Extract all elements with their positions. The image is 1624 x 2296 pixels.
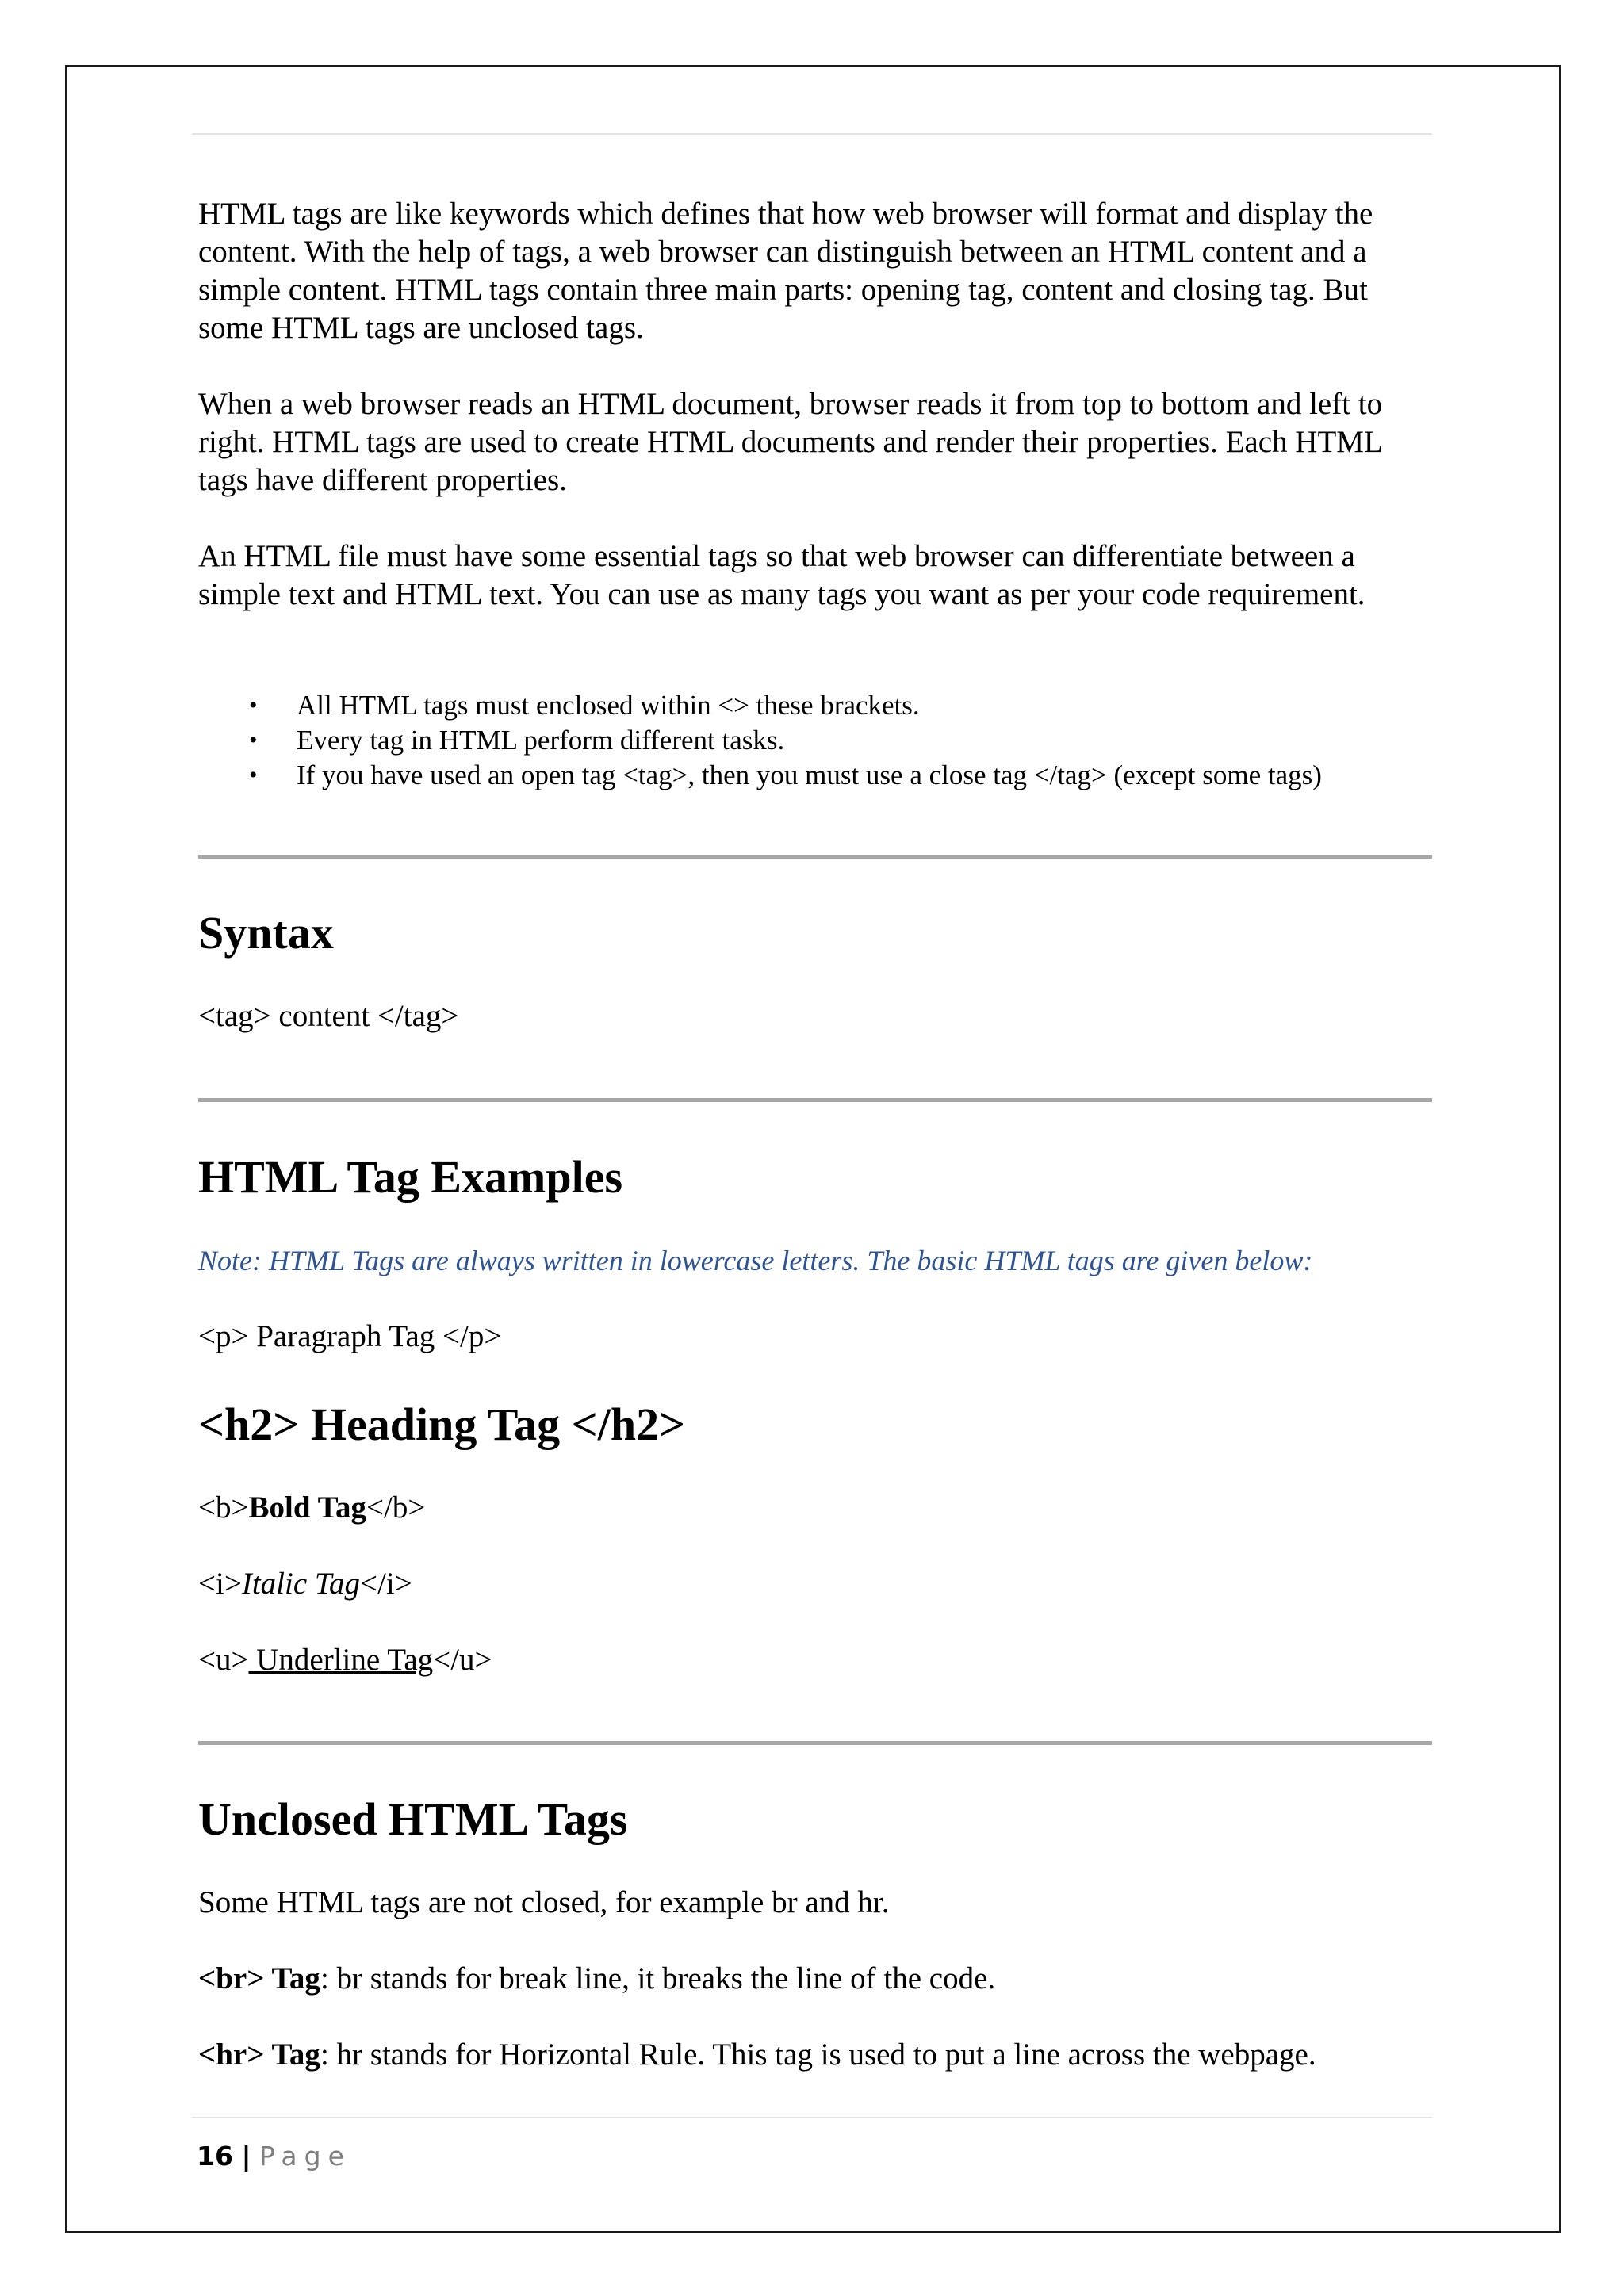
list-item-text: If you have used an open tag <tag>, then you must use a close tag </tag> (except some tags)	[297, 760, 1322, 790]
underline-open-tag: <u>	[198, 1643, 249, 1677]
section-divider	[198, 1741, 1432, 1745]
intro-paragraph-3: An HTML file must have some essential tags so that web browser can differentiate between a simple text and HTML text. You can use as many tags you want as per your code requirement.	[198, 539, 1365, 611]
paragraph-tag-example: <p> Paragraph Tag </p>	[198, 1319, 502, 1353]
list-item	[198, 723, 1435, 758]
bullet-icon: •	[249, 762, 258, 788]
italic-close-tag: </i>	[360, 1567, 412, 1601]
list-item-text: Every tag in HTML perform different tasks.	[297, 725, 785, 756]
underline-tag-example	[198, 1641, 492, 1679]
page-number: 16	[197, 2141, 233, 2172]
list-item-text: All HTML tags must enclosed within <> these brackets.	[297, 690, 920, 721]
br-text: : br stands for break line, it breaks the line of the code.	[320, 1961, 996, 1996]
header-rule	[192, 133, 1432, 135]
syntax-heading: Syntax	[198, 907, 334, 959]
hr-label: <hr> Tag	[198, 2038, 320, 2072]
italic-open-tag: <i>	[198, 1567, 242, 1601]
examples-heading: HTML Tag Examples	[198, 1151, 623, 1203]
section-divider	[198, 1098, 1432, 1102]
bold-text: Bold Tag	[248, 1490, 367, 1525]
heading-tag-example: <h2> Heading Tag </h2>	[198, 1399, 686, 1450]
examples-note: Note: HTML Tags are always written in lowercase letters. The basic HTML tags are given below:	[198, 1245, 1313, 1276]
hr-text: : hr stands for Horizontal Rule. This tag is used to put a line across the webpage.	[320, 2038, 1316, 2072]
underline-text: Underline Tag	[248, 1643, 434, 1677]
unclosed-intro: Some HTML tags are not closed, for example br and hr.	[198, 1885, 890, 1919]
intro-paragraph-2: When a web browser reads an HTML document, browser reads it from top to bottom and left to right. HTML tags are used to create HTML documents and render their properties. Each HTML tags have different properties.	[198, 387, 1383, 497]
intro-paragraph-1: HTML tags are like keywords which defines that how web browser will format and display the content. With the help of tags, a web browser can distinguish between an HTML content and a simple content. HTML tags contain three main parts: opening tag, content and closing tag. But some HTML tags are unclosed tags.	[198, 197, 1373, 345]
bullet-icon: •	[249, 727, 258, 753]
bold-close-tag: </b>	[366, 1490, 426, 1525]
list-item	[198, 688, 1435, 723]
page-label: Page	[259, 2141, 351, 2172]
br-label: <br> Tag	[198, 1961, 320, 1996]
br-description	[198, 1960, 995, 1998]
bold-tag-example	[198, 1489, 425, 1527]
syntax-example: <tag> content </tag>	[198, 999, 459, 1033]
footer-separator: |	[241, 2141, 251, 2172]
page-footer	[197, 2141, 351, 2172]
underline-close-tag: </u>	[433, 1643, 492, 1677]
hr-description	[198, 2036, 1316, 2074]
bullet-icon: •	[249, 692, 258, 718]
unclosed-heading: Unclosed HTML Tags	[198, 1793, 628, 1845]
italic-tag-example	[198, 1565, 412, 1603]
footer-rule	[192, 2117, 1432, 2118]
bold-open-tag: <b>	[198, 1490, 249, 1525]
italic-text: Italic Tag	[241, 1567, 360, 1601]
list-item	[198, 758, 1435, 793]
section-divider	[198, 855, 1432, 859]
rules-list	[198, 688, 1435, 793]
